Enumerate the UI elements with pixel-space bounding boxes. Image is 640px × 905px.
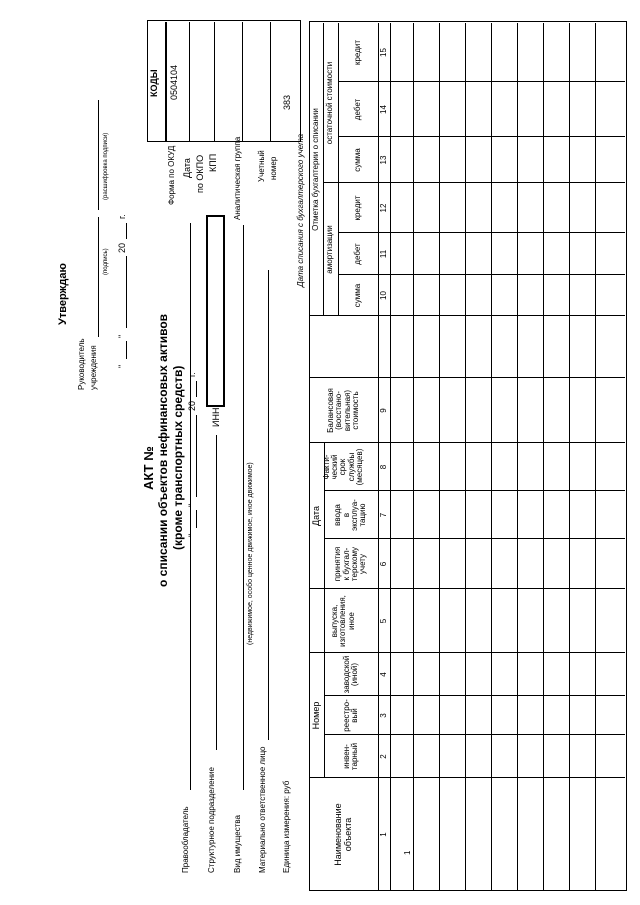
sign-hint: (подпись) <box>103 248 109 275</box>
col-num-1: 1 <box>378 832 388 837</box>
kpp-label: КПП <box>208 153 218 172</box>
th-accept: принятия к бухгал- терскому учету <box>333 546 368 582</box>
th-name: Наименование объекта <box>333 803 353 866</box>
approve-label: Утверждаю <box>57 263 69 325</box>
decode-hint: (расшифровка подписи) <box>103 132 109 200</box>
th-inventory: инвен- тарный <box>341 742 359 771</box>
codes-header: КОДЫ <box>149 69 159 97</box>
th-factory: заводской (иной) <box>341 655 359 694</box>
th-commission: ввода в эксплуа- тацию <box>333 499 368 531</box>
col-number-row-line <box>390 23 391 891</box>
date-label: Дата <box>182 158 192 178</box>
col-num-11: 11 <box>378 249 388 259</box>
title-date-year-suffix: г. <box>187 372 197 377</box>
col-num-15: 15 <box>378 48 388 57</box>
table-row-line <box>439 23 440 891</box>
account-label: Учетный <box>257 150 266 182</box>
unit-label: Единица измерения: руб <box>282 780 291 873</box>
title-date-quote-close: " <box>187 503 197 507</box>
th-actual-term: Факти- ческий срок службы (месяцев) <box>321 448 365 486</box>
unit-code: 383 <box>282 94 292 110</box>
col-num-9: 9 <box>378 408 388 413</box>
head-date-quote-close: " <box>117 334 127 338</box>
col-num-8: 8 <box>378 464 388 470</box>
th-sum-1: сумма <box>352 283 362 308</box>
th-date: Дата <box>310 506 321 526</box>
col-num-10: 10 <box>378 291 388 300</box>
act-title: АКТ № <box>141 446 156 490</box>
property-type-hint: (недвижимое, особо ценное движимое, иное движимое) <box>247 462 254 645</box>
okud-label: Форма по ОКУД <box>167 145 176 205</box>
okpo-label: по ОКПО <box>195 154 205 193</box>
col-num-13: 13 <box>378 155 388 165</box>
head-date-year-suffix: г. <box>117 214 127 219</box>
rightholder-label: Правообладатель <box>181 806 190 873</box>
col-num-3: 3 <box>378 713 388 718</box>
th-release: выпуска, изготовления, иное <box>329 595 356 647</box>
th-debit-2: дебет <box>352 98 362 121</box>
inn-label: ИНН <box>211 407 221 427</box>
property-type-label: Вид имущества <box>233 815 242 873</box>
th-amortization: амортизации <box>325 225 335 274</box>
th-debit-1: дебет <box>352 243 362 265</box>
th-residual: остаточной стоимости <box>325 61 335 145</box>
row-marker: 1 <box>403 850 412 855</box>
th-mark: Отметка бухгалтерии о списании <box>310 108 320 231</box>
table-row-line <box>569 23 570 891</box>
th-credit-1: кредит <box>352 195 362 221</box>
table-row-line <box>543 23 544 891</box>
th-sum-2: сумма <box>352 148 362 172</box>
title-date-year-prefix: 20 <box>187 400 197 411</box>
table-row-line <box>517 23 518 891</box>
col-num-14: 14 <box>378 105 388 114</box>
th-credit-2: кредит <box>352 39 362 66</box>
table-row-line <box>413 23 414 891</box>
analytic-group-label: Аналитическая группа <box>233 136 242 220</box>
title-date-quote-open: " <box>187 533 197 537</box>
writeoff-date-label: Дата списания с бухгалтерского учета <box>296 133 305 287</box>
institution-label: учреждения <box>89 345 98 390</box>
head-label: Руководитель <box>77 338 86 390</box>
head-date-quote-open: " <box>117 364 127 368</box>
act-subtitle: о списании объектов нефинансовых активов <box>156 313 170 587</box>
structural-unit-label: Структурное подразделение <box>207 767 216 873</box>
act-subtitle-note: (кроме транспортных средств) <box>171 365 185 550</box>
col-num-7: 7 <box>378 512 388 518</box>
th-registry: реестро- вый <box>341 699 359 732</box>
col-num-12: 12 <box>378 203 388 213</box>
table-row-line <box>491 23 492 891</box>
th-number: Номер <box>310 701 321 730</box>
table-row-line <box>595 23 596 891</box>
responsible-label: Материально ответственное лицо <box>258 746 267 873</box>
col-num-5: 5 <box>378 618 388 624</box>
account-label-2: номер <box>269 156 278 180</box>
okud-value: 0504104 <box>169 64 179 100</box>
table-row-line <box>465 23 466 891</box>
head-date-year-prefix: 20 <box>117 242 127 253</box>
col-num-4: 4 <box>378 672 388 677</box>
col-num-6: 6 <box>378 561 388 567</box>
th-balance: Балансовая (восстано- вительная) стоимость <box>325 388 360 433</box>
col-num-2: 2 <box>378 754 388 759</box>
